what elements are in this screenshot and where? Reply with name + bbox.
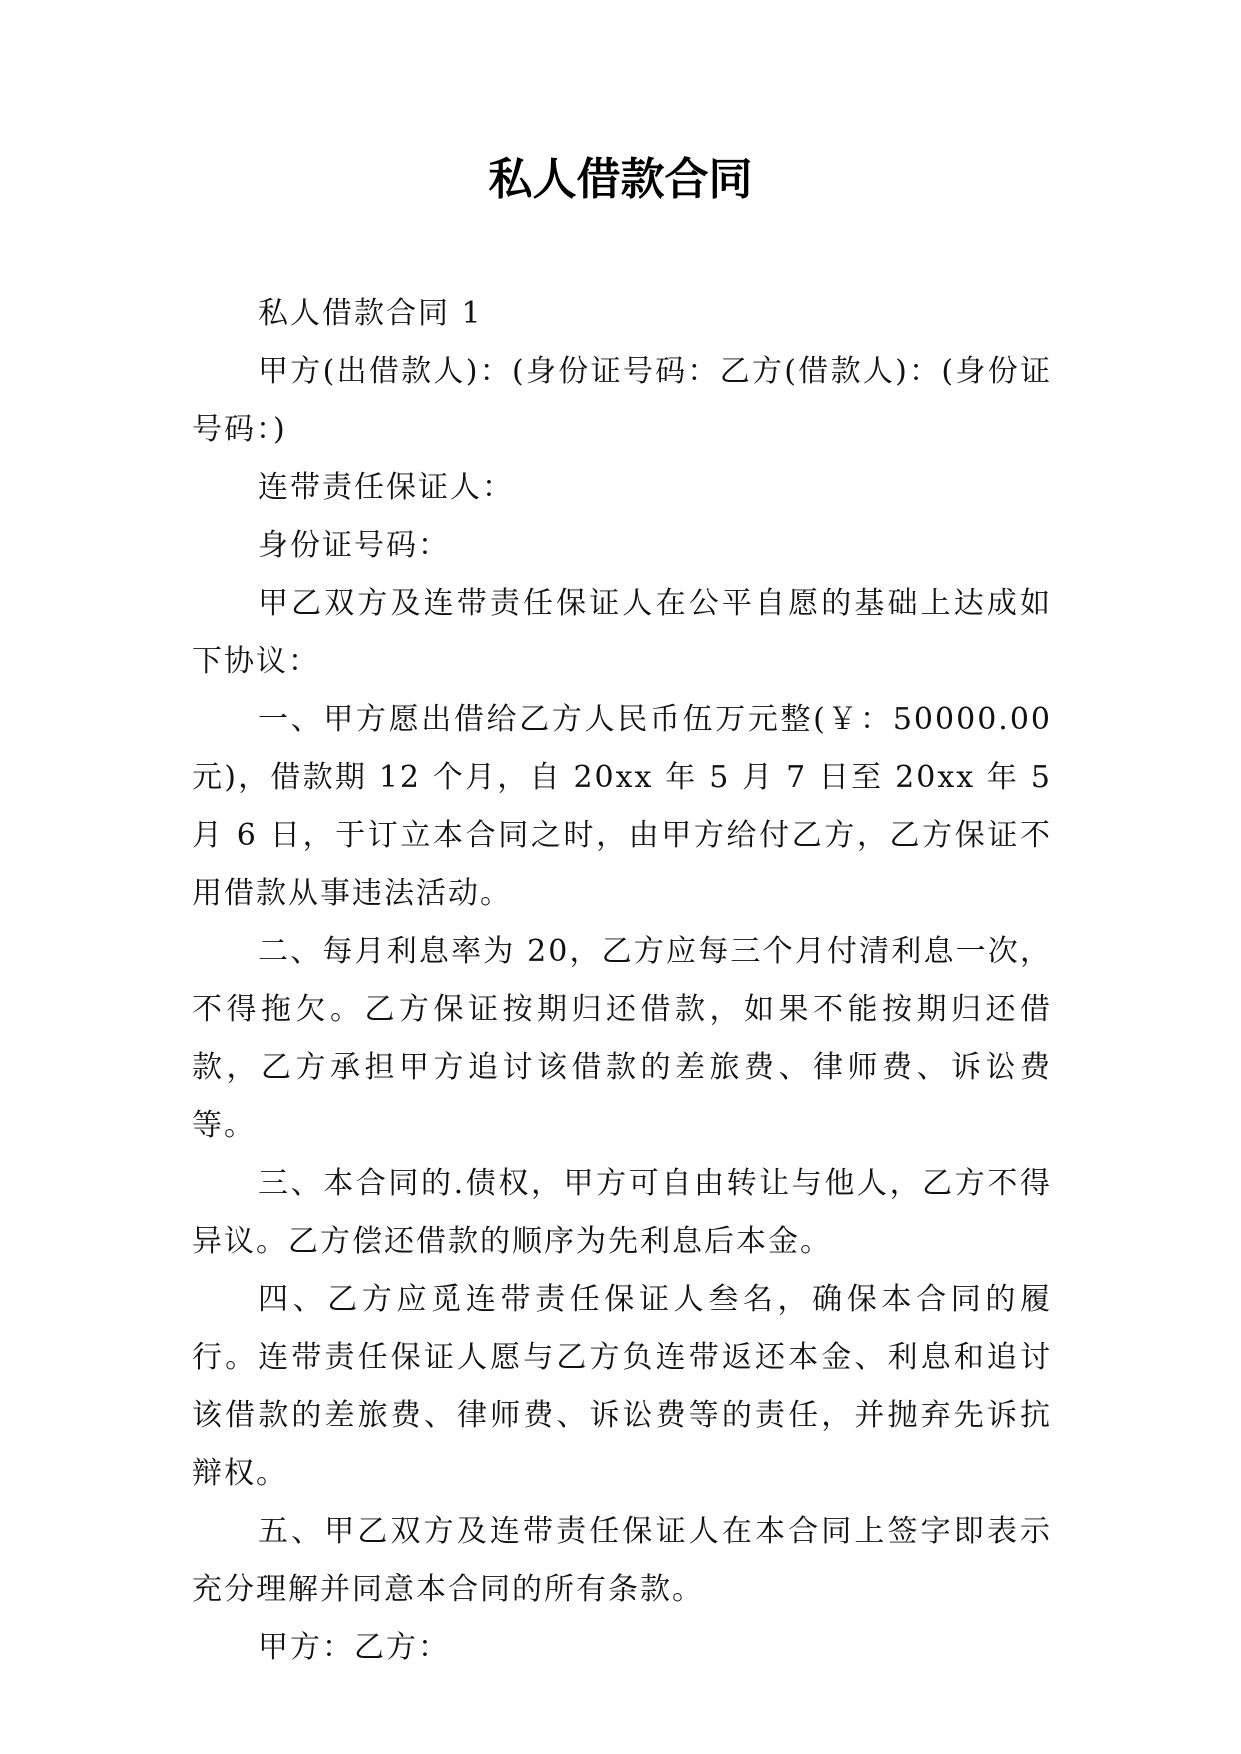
document-title: 私人借款合同 <box>488 154 753 205</box>
guarantor-id-line: 身份证号码： <box>258 528 450 563</box>
agreement-intro: 甲乙双方及连带责任保证人在公平自愿的基础上达成如下协议： <box>192 586 1052 679</box>
signature-line: 甲方：乙方： <box>258 1630 450 1665</box>
contract-heading-line: 私人借款合同 1 <box>258 296 483 331</box>
guarantor-line: 连带责任保证人： <box>258 470 514 505</box>
clause-1: 一、甲方愿出借给乙方人民币伍万元整(￥：50000.00元)，借款期 12 个月，自 20xx 年 5 月 7 日至 20xx 年 5 月 6 日，于订立本合同之时，由甲方给付乙方，乙方保证不用借款从事违法活动。 <box>192 702 1052 911</box>
clause-2: 二、每月利息率为 20，乙方应每三个月付清利息一次，不得拖欠。乙方保证按期归还借款，如果不能按期归还借款，乙方承担甲方追讨该借款的差旅费、律师费、诉讼费等。 <box>192 934 1052 1143</box>
clause-3: 三、本合同的.债权，甲方可自由转让与他人，乙方不得异议。乙方偿还借款的顺序为先利息后本金。 <box>192 1166 1052 1259</box>
parties-line: 甲方(出借款人)：(身份证号码：乙方(借款人)：(身份证号码：) <box>192 354 1052 447</box>
document-body <box>192 285 1052 1677</box>
clause-5: 五、甲乙双方及连带责任保证人在本合同上签字即表示充分理解并同意本合同的所有条款。 <box>192 1514 1052 1607</box>
clause-4: 四、乙方应觅连带责任保证人叁名，确保本合同的履行。连带责任保证人愿与乙方负连带返还本金、利息和追讨该借款的差旅费、律师费、诉讼费等的责任，并抛弃先诉抗辩权。 <box>192 1282 1052 1491</box>
